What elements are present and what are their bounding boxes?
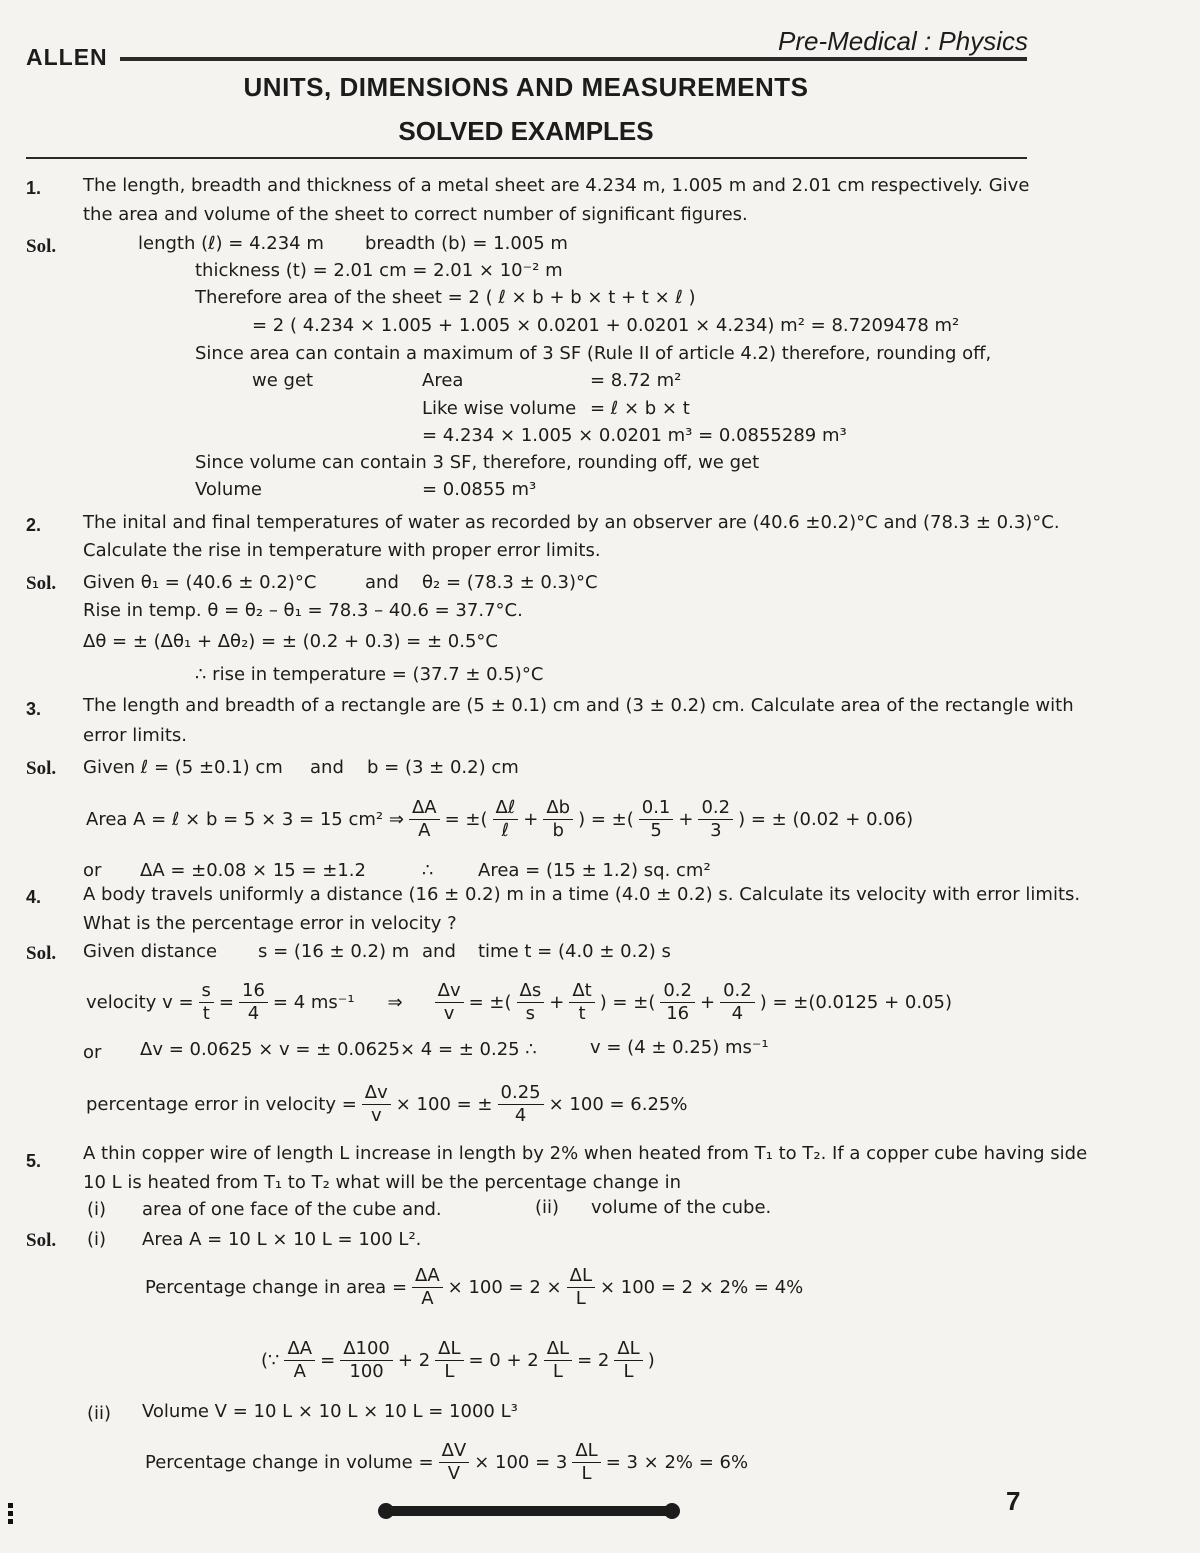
- solution-text: we get: [252, 370, 314, 391]
- numerator: 16: [239, 980, 268, 1003]
- numerator: 0.2: [698, 797, 733, 820]
- solution-text: Δv = 0.0625 × v = ± 0.0625× 4 = ± 0.25 ∴: [140, 1039, 537, 1060]
- fraction: [569, 980, 594, 1025]
- fraction: [340, 1338, 393, 1383]
- solution-text: Volume: [195, 479, 262, 500]
- solution-text: Area A = 10 L × 10 L = 100 L².: [142, 1229, 422, 1250]
- solution-text: (i): [87, 1229, 107, 1250]
- question-text: (i): [87, 1199, 107, 1220]
- solution-label: Sol.: [26, 758, 57, 779]
- numerator: ΔV: [439, 1440, 470, 1463]
- solution-text: Given ℓ = (5 ±0.1) cm: [83, 757, 283, 778]
- question-text: What is the percentage error in velocity ?: [83, 913, 457, 934]
- equation-text: = ±(: [444, 809, 488, 830]
- equation-text: percentage error in velocity =: [86, 1094, 357, 1115]
- fraction: [572, 1440, 600, 1485]
- solution-text: ∴ rise in temperature = (37.7 ± 0.5)°C: [195, 664, 544, 685]
- solution-text: or: [83, 1042, 102, 1063]
- denominator: L: [575, 1288, 586, 1309]
- question-text: error limits.: [83, 725, 187, 746]
- denominator: t: [578, 1003, 586, 1024]
- header-rule: [120, 57, 1027, 61]
- area-change-equation: [142, 1265, 806, 1310]
- solution-text: ΔA = ±0.08 × 15 = ±1.2: [140, 860, 366, 881]
- solution-text: and: [422, 941, 456, 962]
- fraction: [517, 980, 545, 1025]
- denominator: A: [421, 1288, 434, 1309]
- denominator: 3: [710, 820, 722, 841]
- denominator: 16: [666, 1003, 690, 1024]
- question-text: The length, breadth and thickness of a metal sheet are 4.234 m, 1.005 m and 2.01 cm respectively. Give: [83, 175, 1030, 196]
- equation-text: × 100 = 6.25%: [548, 1094, 688, 1115]
- fraction: [498, 1082, 544, 1127]
- equation-text: = 2: [577, 1350, 610, 1371]
- title-rule: [26, 157, 1027, 159]
- equation-text: +: [549, 992, 565, 1013]
- equation-text: ) = ±(: [599, 992, 656, 1013]
- question-text: A body travels uniformly a distance (16 ± 0.2) m in a time (4.0 ± 0.2) s. Calculate its velocity with error limits.: [83, 884, 1081, 905]
- fraction: [409, 797, 440, 842]
- solution-text: Area = (15 ± 1.2) sq. cm²: [478, 860, 711, 881]
- fraction: [543, 797, 573, 842]
- solution-text: v = (4 ± 0.25) ms⁻¹: [590, 1037, 769, 1058]
- fraction: [544, 1338, 572, 1383]
- numerator: ΔL: [567, 1265, 595, 1288]
- solution-text: Area: [422, 370, 464, 391]
- denominator: 100: [349, 1361, 384, 1382]
- fraction: [284, 1338, 315, 1383]
- equation-text: Percentage change in area =: [145, 1277, 408, 1298]
- solution-text: Since volume can contain 3 SF, therefore, rounding off, we get: [195, 452, 760, 473]
- solution-text: Since area can contain a maximum of 3 SF (Rule II of article 4.2) therefore, rounding off,: [195, 343, 992, 364]
- section-title: SOLVED EXAMPLES: [398, 116, 654, 146]
- chapter-title: UNITS, DIMENSIONS AND MEASUREMENTS: [243, 72, 809, 102]
- fraction: [362, 1082, 391, 1127]
- area-error-equation: [83, 797, 916, 842]
- question-number: 4.: [26, 887, 42, 907]
- numerator: 0.25: [498, 1082, 544, 1105]
- denominator: v: [443, 1003, 455, 1024]
- numerator: ΔL: [614, 1338, 642, 1361]
- fraction: [493, 797, 519, 842]
- equation-text: + 2: [397, 1350, 431, 1371]
- question-text: the area and volume of the sheet to correct number of significant figures.: [83, 204, 748, 225]
- denominator: V: [447, 1463, 461, 1484]
- solution-label: Sol.: [26, 1230, 57, 1251]
- equation-text: × 100 = 2 × 2% = 4%: [599, 1277, 804, 1298]
- solution-label: Sol.: [26, 573, 57, 594]
- volume-change-equation: [142, 1440, 751, 1485]
- equation-text: Percentage change in volume =: [145, 1452, 434, 1473]
- fraction: [660, 980, 695, 1025]
- solution-text: = 4.234 × 1.005 × 0.0201 m³ = 0.0855289 m³: [422, 425, 847, 446]
- question-text: The inital and final temperatures of water as recorded by an observer are (40.6 ±0.2)°C and (78.3 ± 0.3)°C.: [83, 512, 1060, 533]
- margin-marks: [8, 1503, 14, 1527]
- fraction: [639, 797, 674, 842]
- question-text: 10 L is heated from T₁ to T₂ what will be the percentage change in: [83, 1172, 681, 1193]
- fraction: [567, 1265, 595, 1310]
- numerator: ΔL: [544, 1338, 572, 1361]
- numerator: Δt: [569, 980, 594, 1003]
- equation-text: ): [647, 1350, 655, 1371]
- solution-label: Sol.: [26, 943, 57, 964]
- equation-text: +: [523, 809, 539, 830]
- solution-text: ∴: [422, 860, 434, 881]
- fraction: [698, 797, 733, 842]
- denominator: v: [370, 1105, 382, 1126]
- denominator: s: [525, 1003, 536, 1024]
- numerator: ΔA: [412, 1265, 443, 1288]
- solution-text: s = (16 ± 0.2) m: [258, 941, 410, 962]
- numerator: ΔL: [435, 1338, 463, 1361]
- question-number: 3.: [26, 699, 42, 719]
- numerator: 0.2: [720, 980, 755, 1003]
- solution-text: = 8.72 m²: [590, 370, 682, 391]
- question-number: 1.: [26, 178, 42, 198]
- fraction: [199, 980, 214, 1025]
- question-number: 5.: [26, 1151, 42, 1171]
- solution-text: Δθ = ± (Δθ₁ + Δθ₂) = ± (0.2 + 0.3) = ± 0.5°C: [83, 631, 498, 652]
- numerator: s: [199, 980, 214, 1003]
- denominator: A: [293, 1361, 306, 1382]
- solution-text: thickness (t) = 2.01 cm = 2.01 × 10⁻² m: [195, 260, 563, 281]
- solution-text: θ₂ = (78.3 ± 0.3)°C: [422, 572, 598, 593]
- solution-text: and: [365, 572, 399, 593]
- question-text: area of one face of the cube and.: [142, 1199, 442, 1220]
- denominator: 4: [514, 1105, 527, 1126]
- equation-text: Area A = ℓ × b = 5 × 3 = 15 cm² ⇒: [86, 809, 404, 830]
- equation-text: ) = ±(: [578, 809, 634, 830]
- denominator: 5: [650, 820, 662, 841]
- solution-text: Volume V = 10 L × 10 L × 10 L = 1000 L³: [142, 1401, 518, 1422]
- solution-text: Given distance: [83, 941, 218, 962]
- numerator: Δℓ: [493, 797, 519, 820]
- solution-text: Like wise volume: [422, 398, 577, 419]
- numerator: 0.1: [639, 797, 674, 820]
- because-equation: [258, 1338, 658, 1383]
- fraction: [435, 1338, 463, 1383]
- fraction: [239, 980, 268, 1025]
- equation-text: = 3 × 2% = 6%: [605, 1452, 749, 1473]
- solution-text: or: [83, 860, 102, 881]
- numerator: Δb: [543, 797, 573, 820]
- solution-text: = 2 ( 4.234 × 1.005 + 1.005 × 0.0201 + 0.0201 × 4.234) m² = 8.7209478 m²: [252, 315, 960, 336]
- equation-text: +: [699, 992, 716, 1013]
- equation-text: (∵: [261, 1350, 280, 1371]
- question-text: (ii): [535, 1197, 560, 1218]
- denominator: ℓ: [501, 820, 510, 841]
- numerator: ΔA: [284, 1338, 315, 1361]
- solution-text: breadth (b) = 1.005 m: [365, 233, 568, 254]
- equation-text: ) = ±(0.0125 + 0.05): [759, 992, 952, 1013]
- equation-text: = 4 ms⁻¹: [272, 992, 355, 1013]
- denominator: L: [581, 1463, 592, 1484]
- fraction: [435, 980, 464, 1025]
- equation-text: ) = ± (0.02 + 0.06): [738, 809, 914, 830]
- equation-text: =: [320, 1350, 336, 1371]
- numerator: Δ100: [340, 1338, 393, 1361]
- denominator: t: [202, 1003, 210, 1024]
- fraction: [614, 1338, 642, 1383]
- denominator: A: [418, 820, 431, 841]
- equation-text: = ±(: [468, 992, 512, 1013]
- solution-text: Given θ₁ = (40.6 ± 0.2)°C: [83, 572, 317, 593]
- question-text: Calculate the rise in temperature with proper error limits.: [83, 540, 601, 561]
- fraction: [720, 980, 755, 1025]
- numerator: Δs: [517, 980, 545, 1003]
- question-text: A thin copper wire of length L increase in length by 2% when heated from T₁ to T₂. If a copper cube having side: [83, 1143, 1088, 1164]
- equation-text: × 100 = 3: [474, 1452, 568, 1473]
- equation-text: +: [678, 809, 694, 830]
- solution-text: Therefore area of the sheet = 2 ( ℓ × b + b × t + t × ℓ ): [195, 287, 696, 308]
- solution-text: time t = (4.0 ± 0.2) s: [478, 941, 671, 962]
- solution-text: = 0.0855 m³: [422, 479, 537, 500]
- numerator: ΔL: [572, 1440, 600, 1463]
- denominator: L: [623, 1361, 634, 1382]
- percentage-error-equation: [83, 1082, 690, 1127]
- fraction: [439, 1440, 470, 1485]
- equation-text: × 100 = 2 ×: [447, 1277, 562, 1298]
- question-text: volume of the cube.: [591, 1197, 772, 1218]
- numerator: ΔA: [409, 797, 440, 820]
- implies-arrow: ⇒: [387, 992, 403, 1013]
- solution-text: and: [310, 757, 344, 778]
- equation-text: =: [218, 992, 235, 1013]
- subject-heading: Pre-Medical : Physics: [778, 26, 1028, 56]
- solution-text: Rise in temp. θ = θ₂ – θ₁ = 78.3 – 40.6 = 37.7°C.: [83, 600, 523, 621]
- publisher-logo: ALLEN: [26, 44, 108, 70]
- solution-label: Sol.: [26, 236, 57, 257]
- equation-text: = 0 + 2: [468, 1350, 539, 1371]
- velocity-error-equation: [83, 980, 955, 1025]
- equation-text: × 100 = ±: [395, 1094, 493, 1115]
- question-number: 2.: [26, 515, 42, 535]
- denominator: 4: [247, 1003, 260, 1024]
- numerator: Δv: [435, 980, 464, 1003]
- page-number: 7: [1006, 1486, 1021, 1516]
- denominator: L: [552, 1361, 563, 1382]
- footer-bar: [384, 1506, 674, 1516]
- equation-text: velocity v =: [86, 992, 194, 1013]
- solution-text: (ii): [87, 1403, 112, 1424]
- numerator: Δv: [362, 1082, 391, 1105]
- denominator: b: [552, 820, 564, 841]
- numerator: 0.2: [660, 980, 695, 1003]
- solution-text: length (ℓ) = 4.234 m: [138, 233, 324, 254]
- fraction: [412, 1265, 443, 1310]
- denominator: 4: [731, 1003, 744, 1024]
- question-text: The length and breadth of a rectangle are (5 ± 0.1) cm and (3 ± 0.2) cm. Calculate area of the rectangle with: [83, 695, 1074, 716]
- solution-text: = ℓ × b × t: [590, 398, 690, 419]
- denominator: L: [444, 1361, 455, 1382]
- solution-text: b = (3 ± 0.2) cm: [367, 757, 519, 778]
